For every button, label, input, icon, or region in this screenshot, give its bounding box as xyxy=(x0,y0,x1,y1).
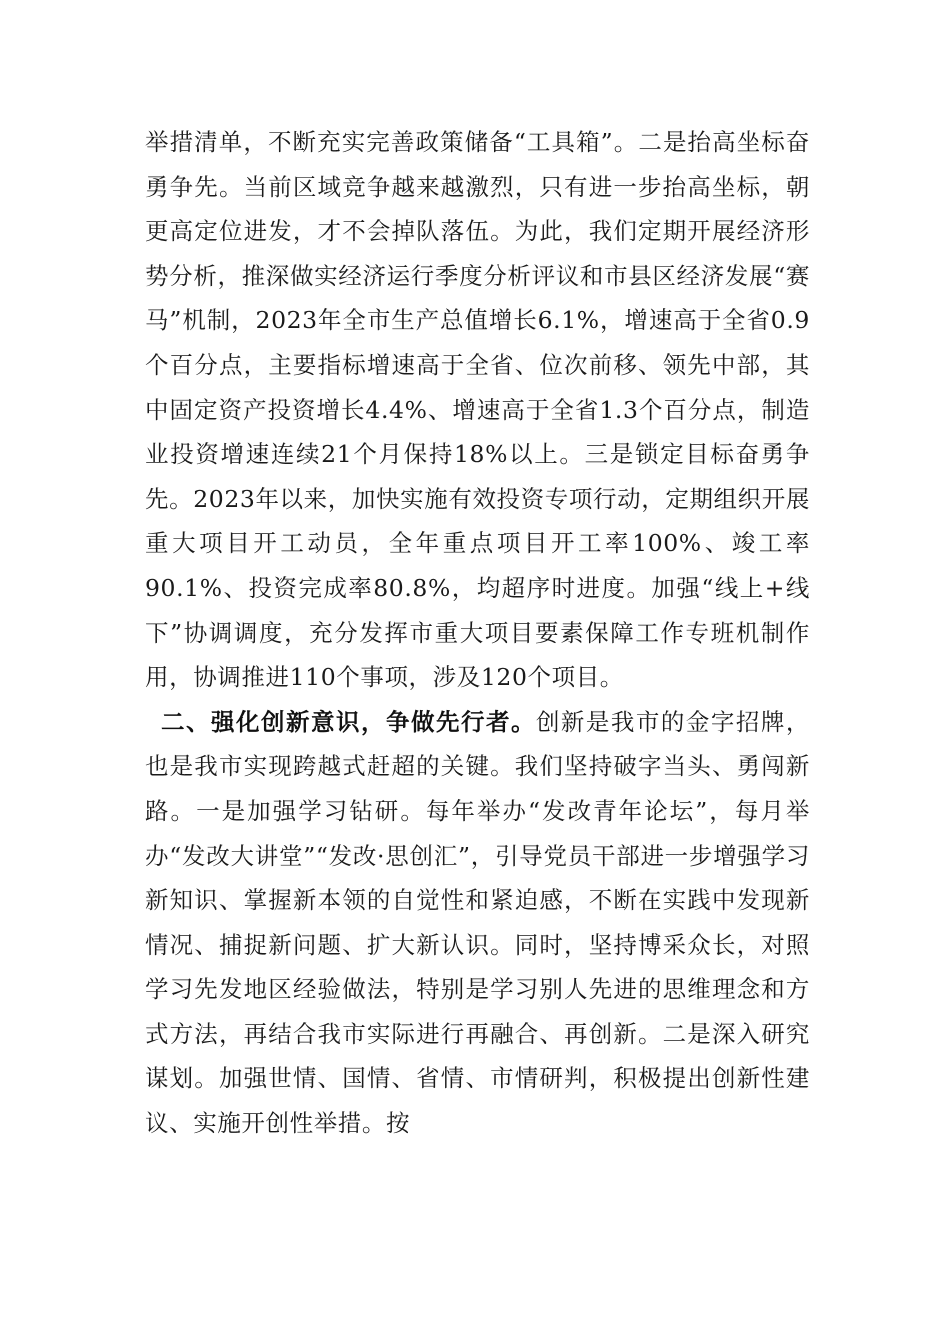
paragraph-1: 举措清单，不断充实完善政策储备“工具箱”。二是抬高坐标奋勇争先。当前区域竞争越来越激烈，只有进一步抬高坐标，朝更高定位进发，才不会掉队落伍。为此，我们定期开展经济形势分析，推深做实经济运行季度分析评议和市县区经济发展“赛马”机制，2023年全市生产总值增长6.1%，增速高于全省0.9个百分点，主要指标增速高于全省、位次前移、领先中部，其中固定资产投资增长4.4%、增速高于全省1.3个百分点，制造业投资增速连续21个月保持18%以上。三是锁定目标奋勇争先。2023年以来，加快实施有效投资专项行动，定期组织开展重大项目开工动员，全年重点项目开工率100%、竣工率90.1%、投资完成率80.8%，均超序时进度。加强“线上+线下”协调调度，充分发挥市重大项目要素保障工作专班机制作用，协调推进110个事项，涉及120个项目。 xyxy=(145,128,810,692)
section-heading: 二、强化创新意识，争做先行者。 xyxy=(161,707,536,736)
paragraph-2-text: 创新是我市的金字招牌，也是我市实现跨越式赶超的关键。我们坚持破字当头、勇闯新路。一是加强学习钻研。每年举办“发改青年论坛”，每月举办“发改大讲堂”“发改·思创汇”，引导党员干部进一步增强学习新知识、掌握新本领的自觉性和紧迫感，不断在实践中发现新情况、捕捉新问题、扩大新认识。同时，坚持博采众长，对照学习先发地区经验做法，特别是学习别人先进的思维理念和方式方法，再结合我市实际进行再融合、再创新。二是深入研究谋划。加强世情、国情、省情、市情研判，积极提出创新性建议、实施开创性举措。按 xyxy=(145,707,810,1138)
paragraph-2 xyxy=(145,700,810,1146)
document-body xyxy=(145,120,810,1146)
